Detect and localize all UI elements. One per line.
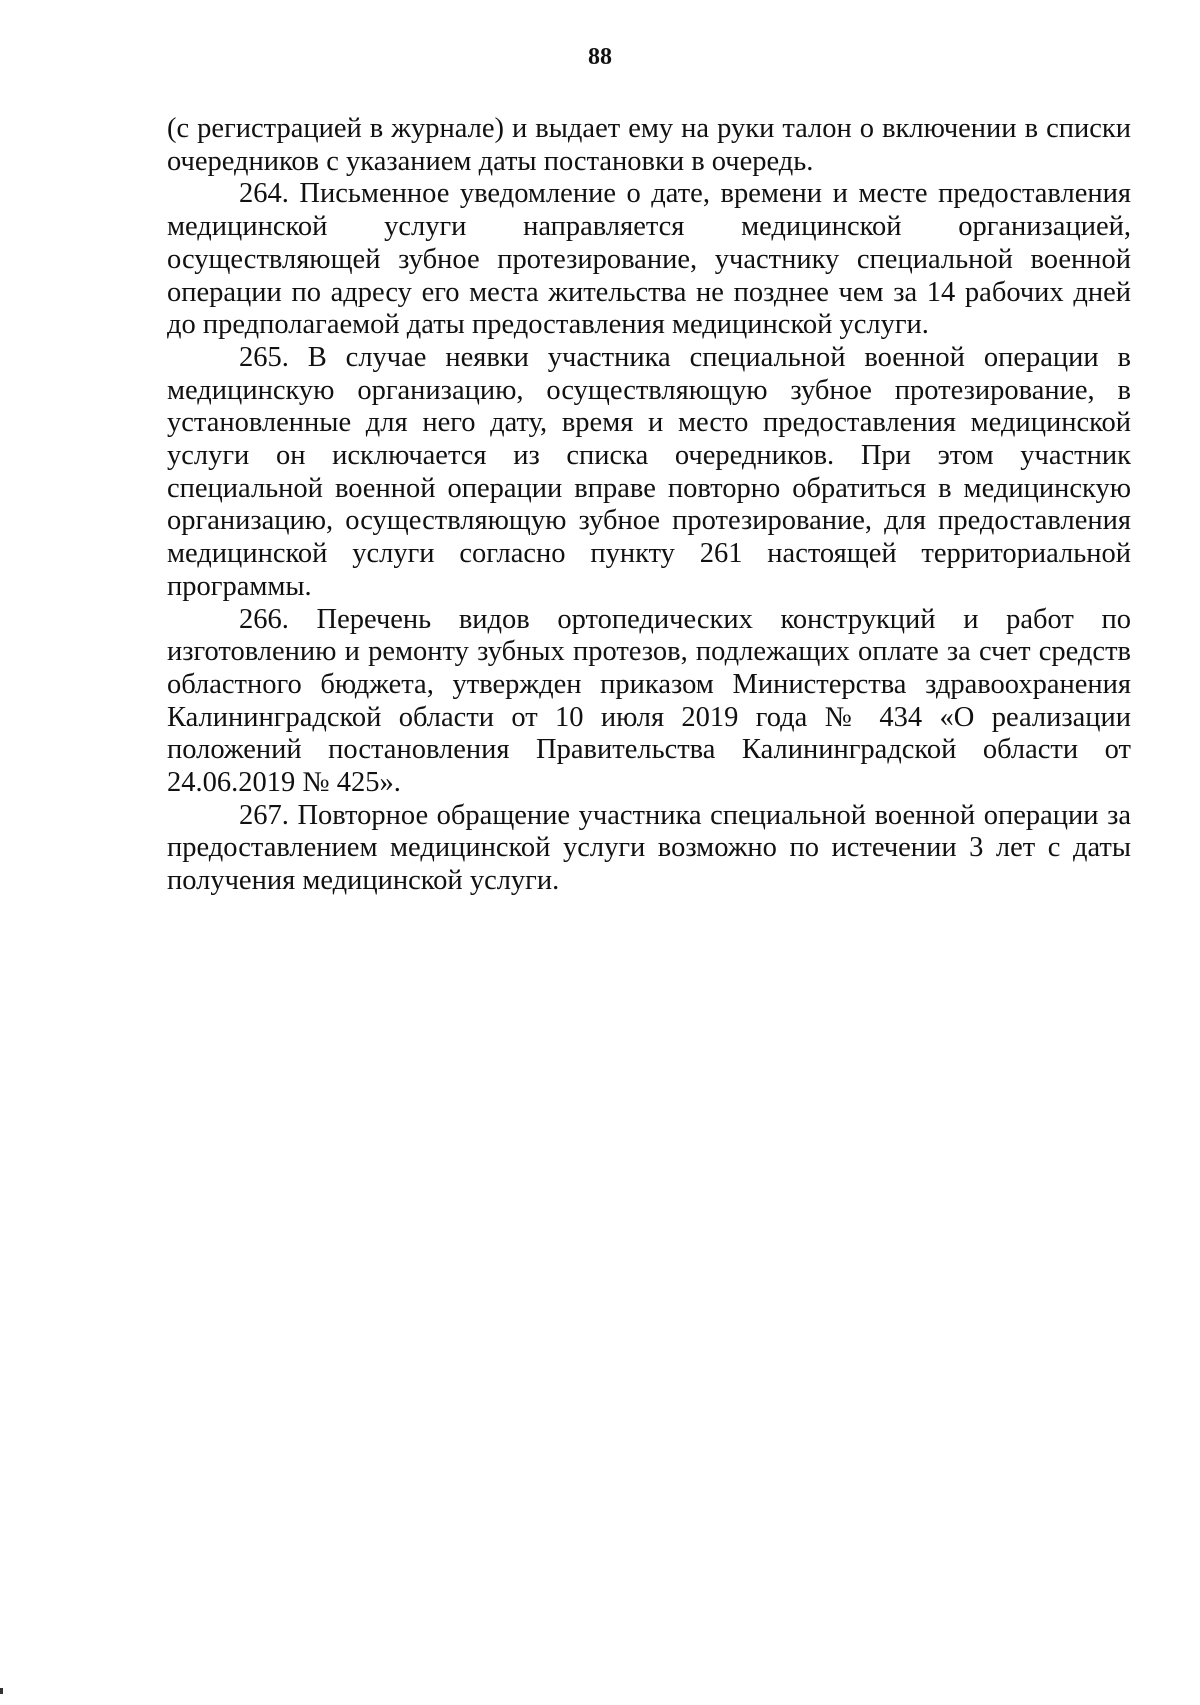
document-body (167, 113, 1131, 898)
paragraph-265: 265. В случае неявки участника специальной военной операции в медицинскую организацию, осуществляющую зубное протезирование, в установленные для него дату, время и место предоставления медицинской услуги он исключается из списка очередников. При этом участник специальной военной операции вправе повторно обратиться в медицинскую организацию, осуществляющую зубное протезирование, для предоставления медицинской услуги согласно пункту 261 настоящей территориальной программы. (167, 341, 1131, 602)
paragraph-continuation: (с регистрацией в журнале) и выдает ему на руки талон о включении в списки очередников с указанием даты постановки в очередь. (167, 113, 1131, 177)
paragraph-264: 264. Письменное уведомление о дате, времени и месте предоставления медицинской услуги направляется медицинской организацией, осуществляющей зубное протезирование, участнику специальной военной операции по адресу его места жительства не позднее чем за 14 рабочих дней до предполагаемой даты предоставления медицинской услуги. (167, 178, 1131, 341)
scan-edge-mark (0, 1688, 3, 1694)
page-number: 88 (588, 44, 612, 70)
paragraph-267: 267. Повторное обращение участника специальной военной операции за предоставлением медицинской услуги возможно по истечении 3 лет с даты получения медицинской услуги. (167, 799, 1131, 897)
paragraph-266: 266. Перечень видов ортопедических конструкций и работ по изготовлению и ремонту зубных протезов, подлежащих оплате за счет средств областного бюджета, утвержден приказом Министерства здравоохранения Калининградской области от 10 июля 2019 года № 434 «О реализации положений постановления Правительства Калининградской области от 24.06.2019 № 425». (167, 603, 1131, 799)
